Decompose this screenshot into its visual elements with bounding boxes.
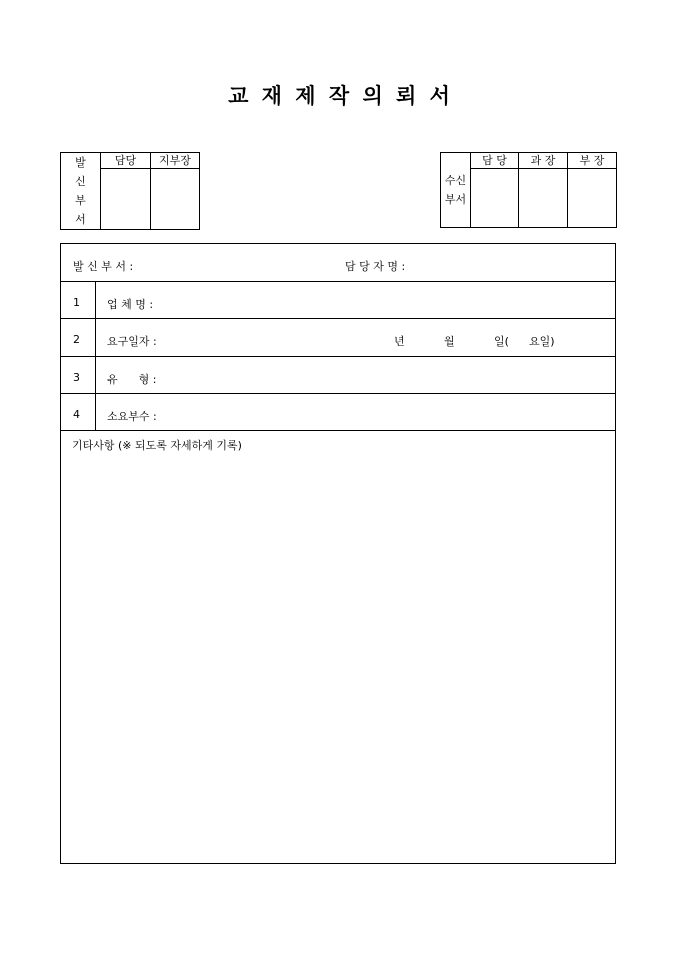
company-name-row[interactable]: [61, 282, 615, 319]
day-label: 일(: [494, 335, 509, 348]
sender-dept-label: 발 신 부 서 :: [73, 260, 134, 273]
required-date-row[interactable]: [61, 319, 615, 357]
row-number: 3: [73, 371, 80, 384]
copies-row[interactable]: [61, 394, 615, 431]
sender-col-staff: 담당: [101, 153, 151, 169]
company-name-label: 업 체 명 :: [107, 298, 154, 311]
request-form: [60, 243, 616, 864]
row-number: 2: [73, 333, 80, 346]
sender-col-branch-head: 지부장: [151, 153, 200, 169]
sender-staff-signature-cell[interactable]: [101, 169, 151, 230]
receiver-col-section-chief: 과 장: [519, 153, 568, 169]
person-in-charge-label: 담 당 자 명 :: [345, 260, 406, 273]
row-number: 4: [73, 408, 80, 421]
copies-label: 소요부수 :: [107, 410, 157, 423]
sender-dept-vertical-label: 발 신 부 서: [61, 153, 101, 230]
receiver-approval-box: [440, 152, 617, 228]
document-title: 교 재 제 작 의 뢰 서: [228, 83, 452, 108]
sender-branch-head-signature-cell[interactable]: [151, 169, 200, 230]
receiver-staff-signature-cell[interactable]: [471, 169, 519, 228]
row-number: 1: [73, 296, 80, 309]
weekday-label: 요일): [529, 335, 555, 348]
sender-approval-box: [60, 152, 200, 230]
year-label: 년: [394, 335, 405, 348]
sender-info-row[interactable]: [61, 244, 615, 282]
receiver-dept-head-signature-cell[interactable]: [568, 169, 617, 228]
receiver-col-dept-head: 부 장: [568, 153, 617, 169]
receiver-col-staff: 담 당: [471, 153, 519, 169]
month-label: 월: [444, 335, 455, 348]
receiver-dept-vertical-label: 수신 부서: [441, 153, 471, 228]
type-label: 유 형 :: [107, 373, 157, 386]
remarks-label: 기타사항 (※ 되도록 자세하게 기록): [72, 439, 242, 452]
type-row[interactable]: [61, 357, 615, 394]
receiver-section-chief-signature-cell[interactable]: [519, 169, 568, 228]
required-date-label: 요구일자 :: [107, 335, 157, 348]
